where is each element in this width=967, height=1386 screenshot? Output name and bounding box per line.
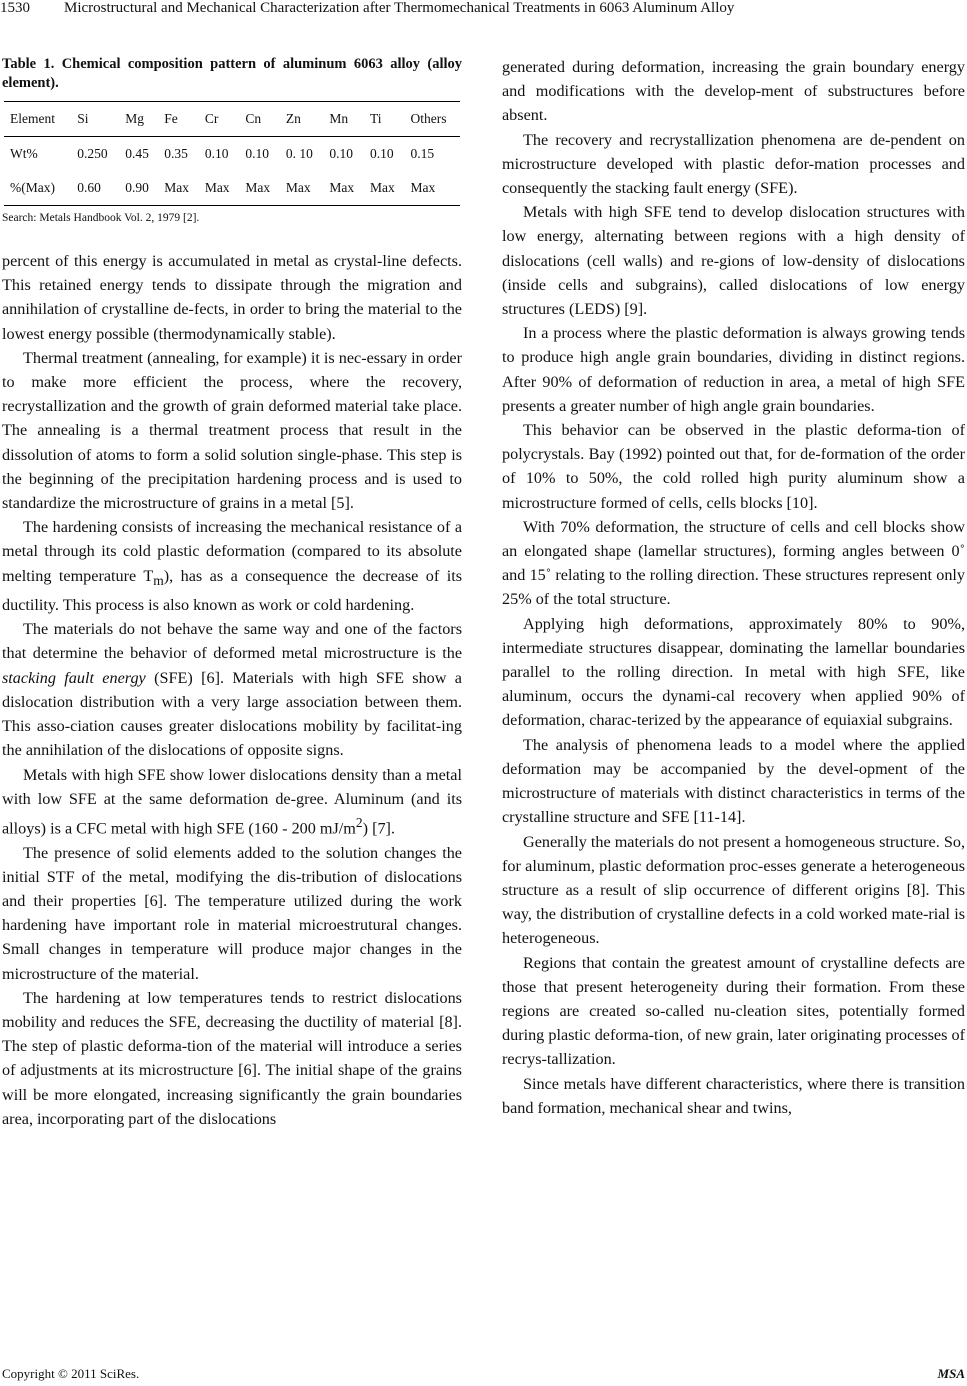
table-header-row bbox=[4, 102, 460, 137]
table-cell: 0.90 bbox=[125, 180, 149, 195]
table-row bbox=[4, 137, 460, 172]
table-cell: 0.15 bbox=[410, 146, 435, 161]
table-cell: 0.35 bbox=[164, 146, 188, 161]
paragraph: generated during deformation, increasing the grain boundary energy and modifications with the develop-ment of substructures before absent. bbox=[502, 58, 965, 125]
paragraph: The hardening at low temperatures tends to restrict dislocations mobility and reduces the SFE, decreasing the ductility of material [8]. The step of plastic deforma-tion of the material will introduce a series of adjustments at its microstructure [6]. The initial shape of the grains will be more elongated, increasing significantly the grain boundaries area, incorporating part of the dislocations bbox=[2, 988, 462, 1128]
table-cell: Max bbox=[285, 180, 311, 195]
paragraph-text: ) [7]. bbox=[362, 819, 395, 838]
paragraph: This behavior can be observed in the plastic deforma-tion of polycrystals. Bay (1992) pointed out that, for de-formation of the order of 10% to 50%, the cold rolled high purity aluminum show a microstructure formed of cells, cells blocks [10]. bbox=[502, 421, 965, 512]
table-header-cell: Element bbox=[10, 111, 55, 126]
table-cell: Max bbox=[410, 180, 436, 195]
paragraph bbox=[2, 617, 462, 762]
paragraph: Metals with high SFE tend to develop dislocation structures with low energy, alternating between regions with a high density of dislocations (cell walls) and re-gions of low-density of dislocations (inside cells and subgrains), called dislocations of low energy structures (LEDS) [9]. bbox=[502, 203, 965, 319]
page-header bbox=[0, 0, 967, 26]
table-cell: %(Max) bbox=[10, 180, 55, 195]
paragraph-text: The hardening consists of increasing the mechanical resistance of a metal through its cold plastic deformation (compared to its absolute melting temperature T bbox=[2, 518, 462, 585]
composition-table bbox=[4, 101, 460, 206]
journal-abbreviation: MSA bbox=[937, 1366, 965, 1381]
table-header-cell: Mn bbox=[329, 111, 349, 126]
paragraph: Thermal treatment (annealing, for example) it is nec-essary in order to make more efficient the process, where the recovery, recrystallization and the growth of grain deformed material take place. The annealing is a thermal treatment process that result in the dissolution of atoms to form a solid solution single-phase. This step is the beginning of the precipitation hardening process and is used to standardize the microstructure of grains in a metal [5]. bbox=[2, 348, 462, 513]
table-row bbox=[4, 171, 460, 206]
copyright-notice: Copyright © 2011 SciRes. bbox=[2, 1366, 140, 1381]
table-cell: Max bbox=[245, 180, 271, 195]
table-cell: 0.45 bbox=[125, 146, 149, 161]
right-column bbox=[502, 55, 965, 1120]
paragraph: The recovery and recrystallization phenomena are de-pendent on microstructure developed with plastic defor-mation processes and consequently the stacking fault energy (SFE). bbox=[502, 130, 965, 198]
table-cell: 0.10 bbox=[204, 146, 229, 161]
superscript: 2 bbox=[355, 814, 363, 830]
paragraph: The analysis of phenomena leads to a model where the applied deformation may be accompanied by the devel-opment of the microstructure of materials with distinct characteristics in terms of the crystalline structure and SFE [11-14]. bbox=[502, 735, 965, 827]
table-cell: 0.10 bbox=[245, 146, 269, 161]
running-title: Microstructural and Mechanical Characterization after Thermomechanical Treatments in 6063 Aluminum Alloy bbox=[64, 0, 735, 16]
paragraph: Applying high deformations, approximately 80% to 90%, intermediate structures disappear, dominating the lamellar boundaries parallel to the rolling direction. In metal with high SFE, like aluminum, occurs the dynami-cal recovery when applied 90% of deformation, charac-terized by the appearance of equiaxial subgrains. bbox=[502, 614, 965, 730]
paragraph: Regions that contain the greatest amount of crystalline defects are those that present heterogeneity during their formation. From these regions are created so-called nu-cleation sites, potentially formed during plastic deforma-tion, of new grain, later originating processes of recrys-tallization. bbox=[502, 953, 965, 1069]
table-cell: Wt% bbox=[10, 146, 38, 161]
table-header-cell: Cr bbox=[204, 111, 219, 126]
paragraph: The presence of solid elements added to the solution changes the initial STF of the metal, modifying the dis-tribution of dislocations and their properties [6]. The temperature utilized during the work hardening have important role in material microestrutural changes. Small changes in temperature will produce major changes in the microstructure of the material. bbox=[2, 843, 462, 983]
table-header-cell: Zn bbox=[285, 111, 301, 126]
paragraph: With 70% deformation, the structure of cells and cell blocks show an elongated shape (lamellar structures), forming angles between 0˚ and 15˚ relating to the rolling direction. These structures represent only 25% of the total structure. bbox=[502, 517, 965, 609]
table-cell: 0.60 bbox=[77, 180, 101, 195]
table-cell: Max bbox=[369, 180, 395, 195]
table-cell: Max bbox=[164, 180, 190, 195]
paragraph-text: Metals with high SFE show lower dislocations density than a metal with low SFE at the same deformation de-gree. Aluminum (and its alloys) is a CFC metal with high SFE (160 - 200 mJ/m bbox=[2, 765, 462, 838]
paragraph bbox=[2, 763, 462, 841]
paragraph: Since metals have different characteristics, where there is transition band formation, mechanical shear and twins, bbox=[502, 1074, 965, 1117]
table-header-cell: Fe bbox=[164, 111, 178, 126]
table-header-cell: Mg bbox=[125, 111, 144, 126]
table-cell: 0.10 bbox=[329, 146, 354, 161]
subscript: m bbox=[153, 572, 164, 588]
table-cell: Max bbox=[329, 180, 355, 195]
paragraph-text: ), has as a consequence the decrease of its ductility. This process is also known as work or cold hardening. bbox=[2, 566, 462, 615]
emphasis-term: stacking fault energy bbox=[2, 668, 146, 687]
table-cell: 0. 10 bbox=[285, 146, 313, 161]
paragraph: percent of this energy is accumulated in metal as crystal-line defects. This retained energy tends to dissipate through the migration and annihilation of crystalline de-fects, in order to bring the material to the lowest energy possible (thermodynamically stable). bbox=[2, 252, 462, 343]
table-cell: 0.10 bbox=[369, 146, 394, 161]
paragraph: In a process where the plastic deformation is always growing tends to produce high angle grain boundaries, dividing in distinct regions. After 90% of deformation of reduction in area, a metal of high SFE presents a greater number of high angle grain boundaries. bbox=[502, 324, 965, 415]
table-header-cell: Others bbox=[410, 111, 447, 126]
paragraph bbox=[2, 515, 462, 617]
table-source-note: Search: Metals Handbook Vol. 2, 1979 [2]. bbox=[2, 212, 200, 224]
table-header-cell: Si bbox=[77, 111, 89, 126]
table-cell: 0.250 bbox=[77, 146, 108, 161]
page-number: 1530 bbox=[0, 0, 30, 16]
table-header-cell: Cn bbox=[245, 111, 262, 126]
table-header-cell: Ti bbox=[369, 111, 382, 126]
paragraph-text: The materials do not behave the same way and one of the factors that determine the behavior of deformed metal microstructure is the bbox=[2, 620, 462, 663]
spacer bbox=[2, 224, 462, 249]
paragraph: Generally the materials do not present a homogeneous structure. So, for aluminum, plastic deformation proc-esses generate a heterogeneous structure as a result of slip occurrence of different origins [8]. This way, the distribution of crystalline defects in a cold worked mate-rial is heterogeneous. bbox=[502, 832, 965, 948]
paragraph-text: (SFE) [6]. Materials with high SFE show a dislocation distribution with a very large association between them. This asso-ciation causes greater dislocations mobility by facilitat-ing the annihilation of the dislocations of opposite signs. bbox=[2, 668, 462, 760]
table-cell: Max bbox=[204, 180, 230, 195]
table-caption: Table 1. Chemical composition pattern of aluminum 6063 alloy (alloy element). bbox=[2, 56, 462, 91]
left-column bbox=[2, 55, 462, 1131]
